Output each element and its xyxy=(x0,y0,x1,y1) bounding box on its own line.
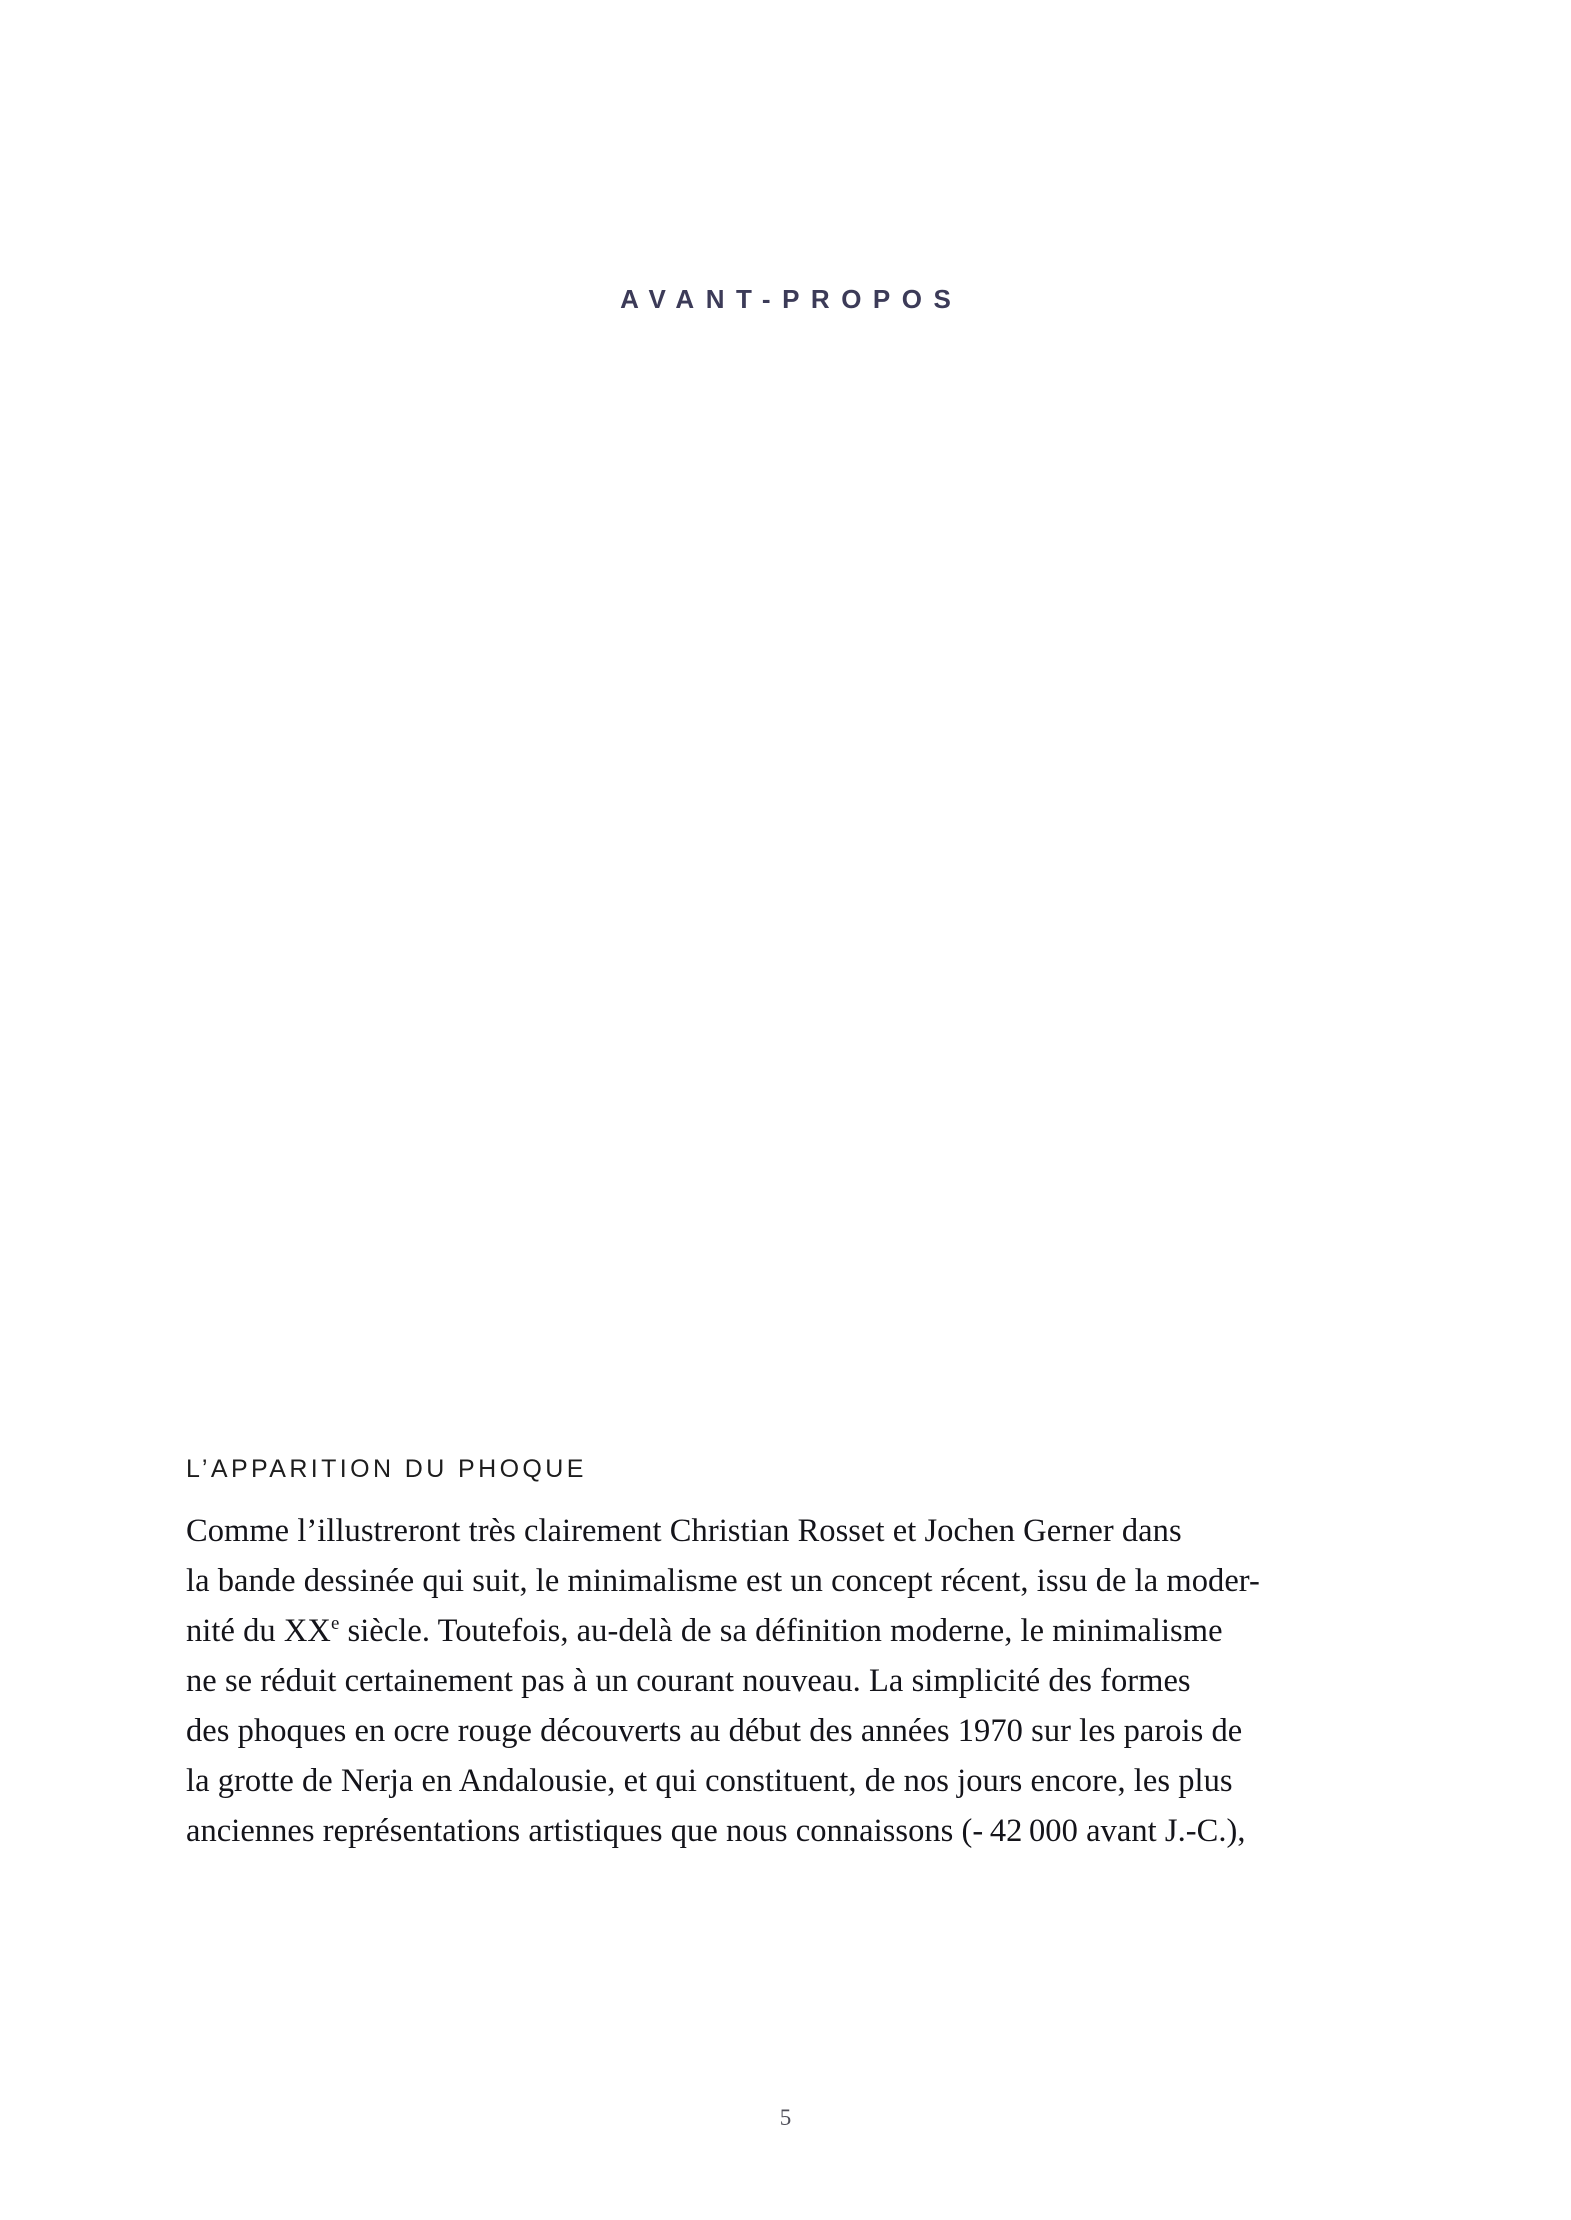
body-line: la bande dessinée qui suit, le minimalisme est un concept récent, issu de la moder- xyxy=(186,1563,1260,1599)
body-line-part: nité du XX xyxy=(186,1613,331,1649)
body-line-with-superscript xyxy=(186,1606,1386,1656)
chapter-label: AVANT-PROPOS xyxy=(620,284,963,314)
body-line: Comme l’illustreront très clairement Christian Rosset et Jochen Gerner dans xyxy=(186,1513,1182,1549)
body-line: la grotte de Nerja en Andalousie, et qui constituent, de nos jours encore, les plus xyxy=(186,1763,1233,1799)
page-number: 5 xyxy=(779,2105,792,2130)
body-line-part: siècle. Toutefois, au-delà de sa définition moderne, le minimalisme xyxy=(339,1613,1223,1649)
body-line: des phoques en ocre rouge découverts au début des années 1970 sur les parois de xyxy=(186,1713,1243,1749)
century-superscript: e xyxy=(330,1613,340,1635)
body-line: ne se réduit certainement pas à un courant nouveau. La simplicité des formes xyxy=(186,1663,1191,1699)
section-heading: L’APPARITION DU PHOQUE xyxy=(186,1455,587,1483)
text-block xyxy=(186,1455,1386,1856)
body-line: anciennes représentations artistiques que nous connaissons (- 42 000 avant J.-C.), xyxy=(186,1813,1246,1849)
